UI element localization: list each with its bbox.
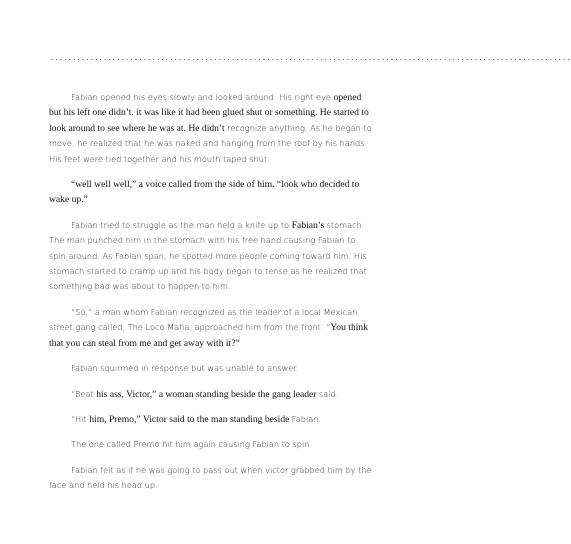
text-run: “So,” a man whom Fabian recognized as the leader of a local Mexican street gang called, The Loco Mafia, approached him from the front. “ <box>49 306 358 333</box>
story-paragraph <box>49 361 373 376</box>
text-run: Fabian opened his eyes slowly and looked around. His right eye <box>71 92 334 102</box>
text-run: him, Premo,” Victor said to the man standing beside <box>89 413 292 425</box>
text-run: recognize anything. As he began to move, he realized that he was naked and hanging from the roof by his hands. His feet were tied together and his mouth taped shut. <box>49 122 372 164</box>
text-run: Fabian squirmed in response but was unable to answer. <box>71 363 299 374</box>
story-body <box>49 90 373 504</box>
story-paragraph <box>49 305 373 351</box>
section-divider: ...................................................................................................................... <box>50 54 571 62</box>
text-run: “well well well,” a voice called from the side of him. “look who decided to wake up.” <box>49 179 360 206</box>
text-run: Fabian’s <box>291 219 327 231</box>
story-paragraph <box>49 412 373 427</box>
text-run: his ass, Victor,” a woman standing beside the gang leader <box>96 388 319 400</box>
story-paragraph <box>49 437 373 452</box>
story-paragraph <box>49 387 373 402</box>
text-run: Fabian tried to struggle as the man held a knife up to <box>71 219 292 230</box>
story-paragraph <box>49 177 373 208</box>
text-run: Fabian felt as if he was going to pass out when victor grabbed him by the face and held his head up. <box>49 464 372 491</box>
text-run: Fabian. <box>291 413 322 424</box>
text-run: stomach. The man punched him in the stomach with his free hand causing Fabian to spin around. As Fabian span, he spotted more people coming toward him. His stomach started to cramp up and his body began to tense as he realized that something bad was about to happen to him. <box>49 219 367 292</box>
text-run: opened but his left one didn’t. it was like it had been glued shut or something. He started to look around to see where he was at. He didn’t <box>49 92 369 134</box>
story-paragraph <box>49 90 373 167</box>
story-paragraph <box>49 218 373 295</box>
text-run: The one called Premo hit him again causing Fabian to spin. <box>71 439 313 450</box>
text-run: “Hit <box>71 413 90 424</box>
story-paragraph <box>49 463 373 494</box>
text-run: “Beat <box>71 388 97 399</box>
text-run: You think that you can steal from me and get away with it?” <box>49 322 369 349</box>
text-run: said. <box>318 388 339 399</box>
